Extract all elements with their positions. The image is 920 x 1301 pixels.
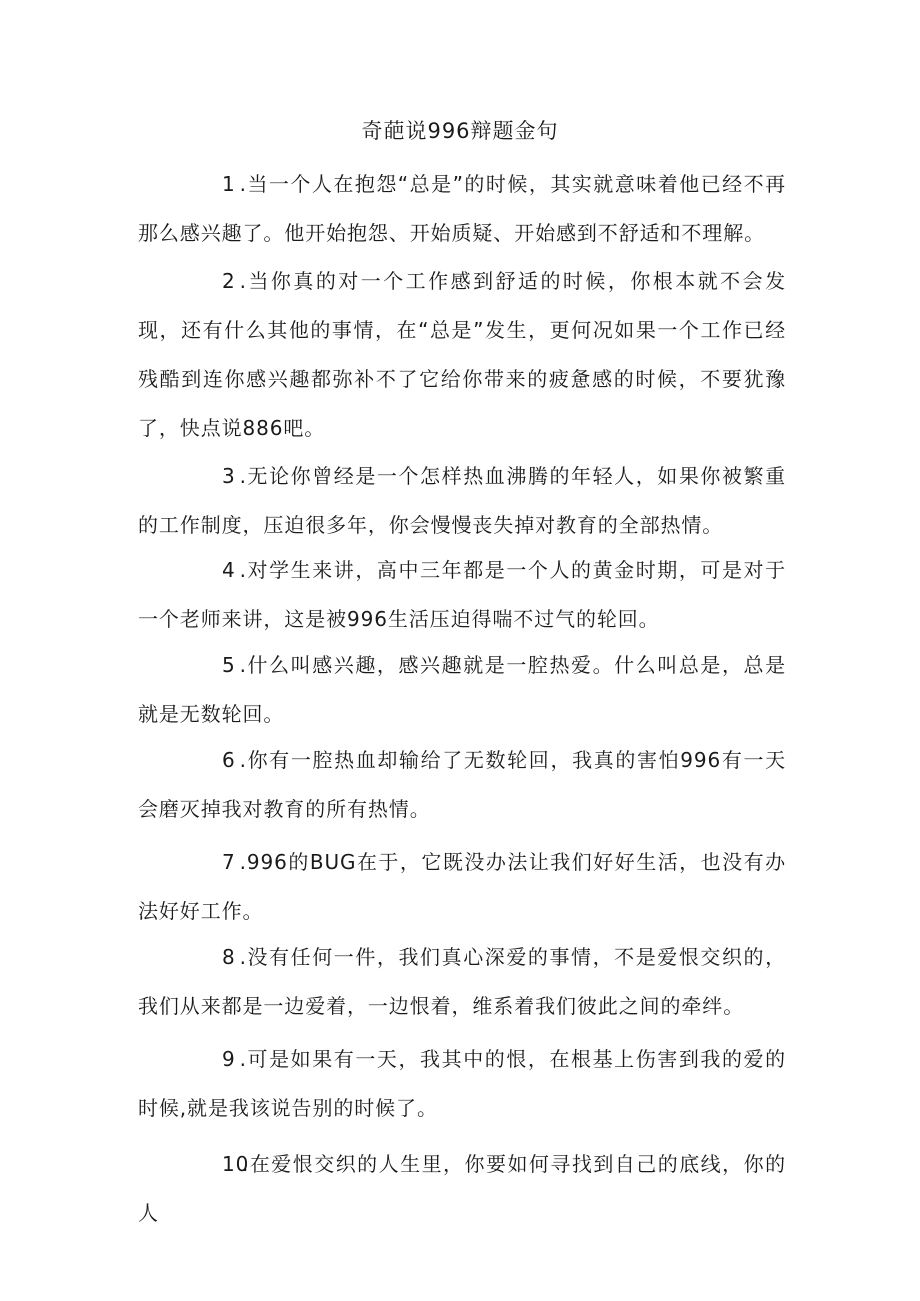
item-number: 9	[222, 1047, 236, 1071]
item-text: .996的BUG在于，它既没办法让我们好好生活，也没有办法好好工作。	[138, 850, 786, 923]
item-text: .无论你曾经是一个怎样热血沸腾的年轻人，如果你被繁重的工作制度，压迫很多年，你会慢慢丧失掉对教育的全部热情。	[138, 464, 786, 537]
item-number: 3	[222, 464, 236, 488]
item-number: 2	[222, 269, 236, 293]
quote-item-10	[138, 1140, 786, 1238]
item-number: 1	[222, 172, 236, 196]
item-text: .没有任何一件，我们真心深爱的事情，不是爱恨交织的，我们从来都是一边爱着，一边恨着，维系着我们彼此之间的牵绊。	[138, 945, 786, 1018]
item-number: 7	[222, 850, 236, 874]
item-number: 8	[222, 945, 236, 969]
quote-item-6	[138, 736, 786, 834]
quote-item-7	[138, 838, 786, 936]
quote-item-1	[138, 160, 786, 258]
quote-item-5	[138, 641, 786, 739]
item-number: 4	[222, 558, 236, 582]
item-text: .可是如果有一天，我其中的恨，在根基上伤害到我的爱的时候,就是我该说告别的时候了。	[138, 1047, 786, 1120]
item-text: .对学生来讲，高中三年都是一个人的黄金时期，可是对于一个老师来讲，这是被996生活压迫得喘不过气的轮回。	[138, 558, 786, 631]
item-text: .当你真的对一个工作感到舒适的时候，你根本就不会发现，还有什么其他的事情，在“总是”发生，更何况如果一个工作已经残酷到连你感兴趣都弥补不了它给你带来的疲惫感的时候，不要犹豫了，快点说886吧。	[138, 269, 786, 440]
item-text: .当一个人在抱怨“总是”的时候，其实就意味着他已经不再那么感兴趣了。他开始抱怨、开始质疑、开始感到不舒适和不理解。	[138, 172, 786, 245]
document-title: 奇葩说996辩题金句	[361, 119, 559, 143]
item-number: 6	[222, 748, 236, 772]
quote-item-2	[138, 257, 786, 453]
item-text: .在爱恨交织的人生里，你要如何寻找到自己的底线，你的人	[138, 1152, 786, 1225]
quote-item-9	[138, 1035, 786, 1133]
quote-item-3	[138, 452, 786, 550]
item-text: .什么叫感兴趣，感兴趣就是一腔热爱。什么叫总是，总是就是无数轮回。	[138, 653, 786, 726]
quote-item-8	[138, 933, 786, 1031]
item-text: .你有一腔热血却输给了无数轮回，我真的害怕996有一天会磨灭掉我对教育的所有热情。	[138, 748, 786, 821]
item-number: 10	[222, 1152, 250, 1176]
quote-item-4	[138, 546, 786, 644]
item-number: 5	[222, 653, 236, 677]
